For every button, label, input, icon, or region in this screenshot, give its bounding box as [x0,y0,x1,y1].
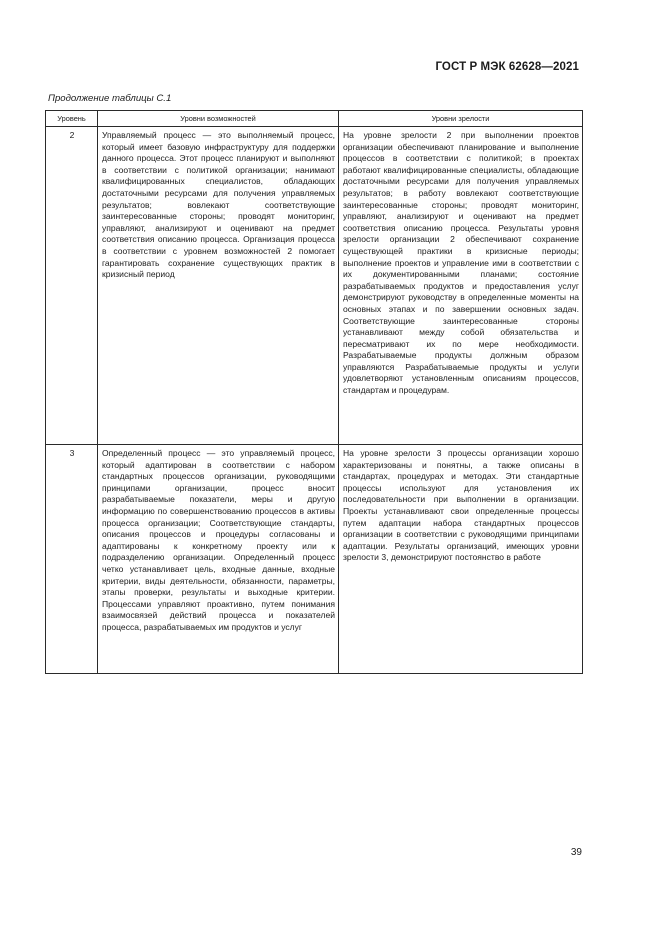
standard-header: ГОСТ Р МЭК 62628—2021 [435,61,579,73]
table-row [46,445,583,674]
capability-cell: Управляемый процесс — это выполняемый процесс, который имеет базовую инфраструктуру для поддержки данного процесса. Этот процесс планируют и выполняют в соответствии с политикой организации; нанимают квалифицированных специалистов, обладающих достаточными ресурсами для получения управляемых результатов; вовлекают соответствующие заинтересованные стороны; проводят мониторинг, управляют, анализируют и оценивают на предмет соответствия описанию процесса. Организация процесса в соответствии с уровнем возможностей 2 помогает гарантировать сохранение существующих практик в кризисный период [98,127,339,445]
maturity-table [45,110,583,674]
level-cell: 2 [46,127,98,445]
level-cell: 3 [46,445,98,674]
page-number: 39 [570,847,582,858]
column-header-maturity: Уровни зрелости [339,111,583,127]
capability-cell: Определенный процесс — это управляемый процесс, который адаптирован в соответствии с набором стандартных процессов организации, руководящими принципами организации, процесс вносит разрабатываемые показатели, меры и другую информацию по совершенствованию процессов в активы процесса организации; Соответствующие стандарты, описания процессов и процедуры согласованы и адаптированы к конкретному проекту или к подразделению организации. Определенный процесс четко устанавливает цель, входные данные, входные критерии, виды деятельности, обязанности, параметры, этапы проверки, результаты и выходные критерии. Процессами управляют проактивно, путем понимания взаимосвязей действий процесса и показателей процесса, разрабатываемых им продуктов и услуг [98,445,339,674]
maturity-cell: На уровне зрелости 2 при выполнении проектов организации обеспечивают планирование и выполнение процессов в соответствии с политикой; в проектах работают квалифицированные специалисты, обладающие достаточными ресурсами для получения управляемых результатов; в работу вовлекают соответствующие заинтересованные стороны; проводят мониторинг, управляют, анализируют и оценивают на предмет соответствия описанию процесса. Результаты уровня зрелости организации 2 обеспечивают сохранение существующей практики в кризисные периоды; выполнение проектов и управление ими в соответствии с их документированными планами; состояние разрабатываемых продуктов и предоставления услуг демонстрируют руководству в определенные моменты на основных этапах и по завершении основных задач. Соответствующие заинтересованные стороны устанавливают между собой обязательства и пересматривают их по мере необходимости. Разрабатываемые продукты должным образом управляются Разрабатываемые продукты и услуги удовлетворяют установленным описаниям процессов, стандартам и процедурам. [339,127,583,445]
table-header-row [46,111,583,127]
column-header-capability: Уровни возможностей [98,111,339,127]
column-header-level: Уровень [46,111,98,127]
table-row [46,127,583,445]
table-caption: Продолжение таблицы С.1 [48,93,172,104]
maturity-cell: На уровне зрелости 3 процессы организации хорошо характеризованы и понятны, а также описаны в стандартах, процедурах и методах. Эти стандартные процессы используют для установления их последовательности при выполнении в организации. Проекты устанавливают свои определенные процессы путем адаптации набора стандартных процессов организации в соответствии с руководящими принципами адаптации. Результаты организаций, имеющих уровни зрелости 3, демонстрируют постоянство в работе [339,445,583,674]
